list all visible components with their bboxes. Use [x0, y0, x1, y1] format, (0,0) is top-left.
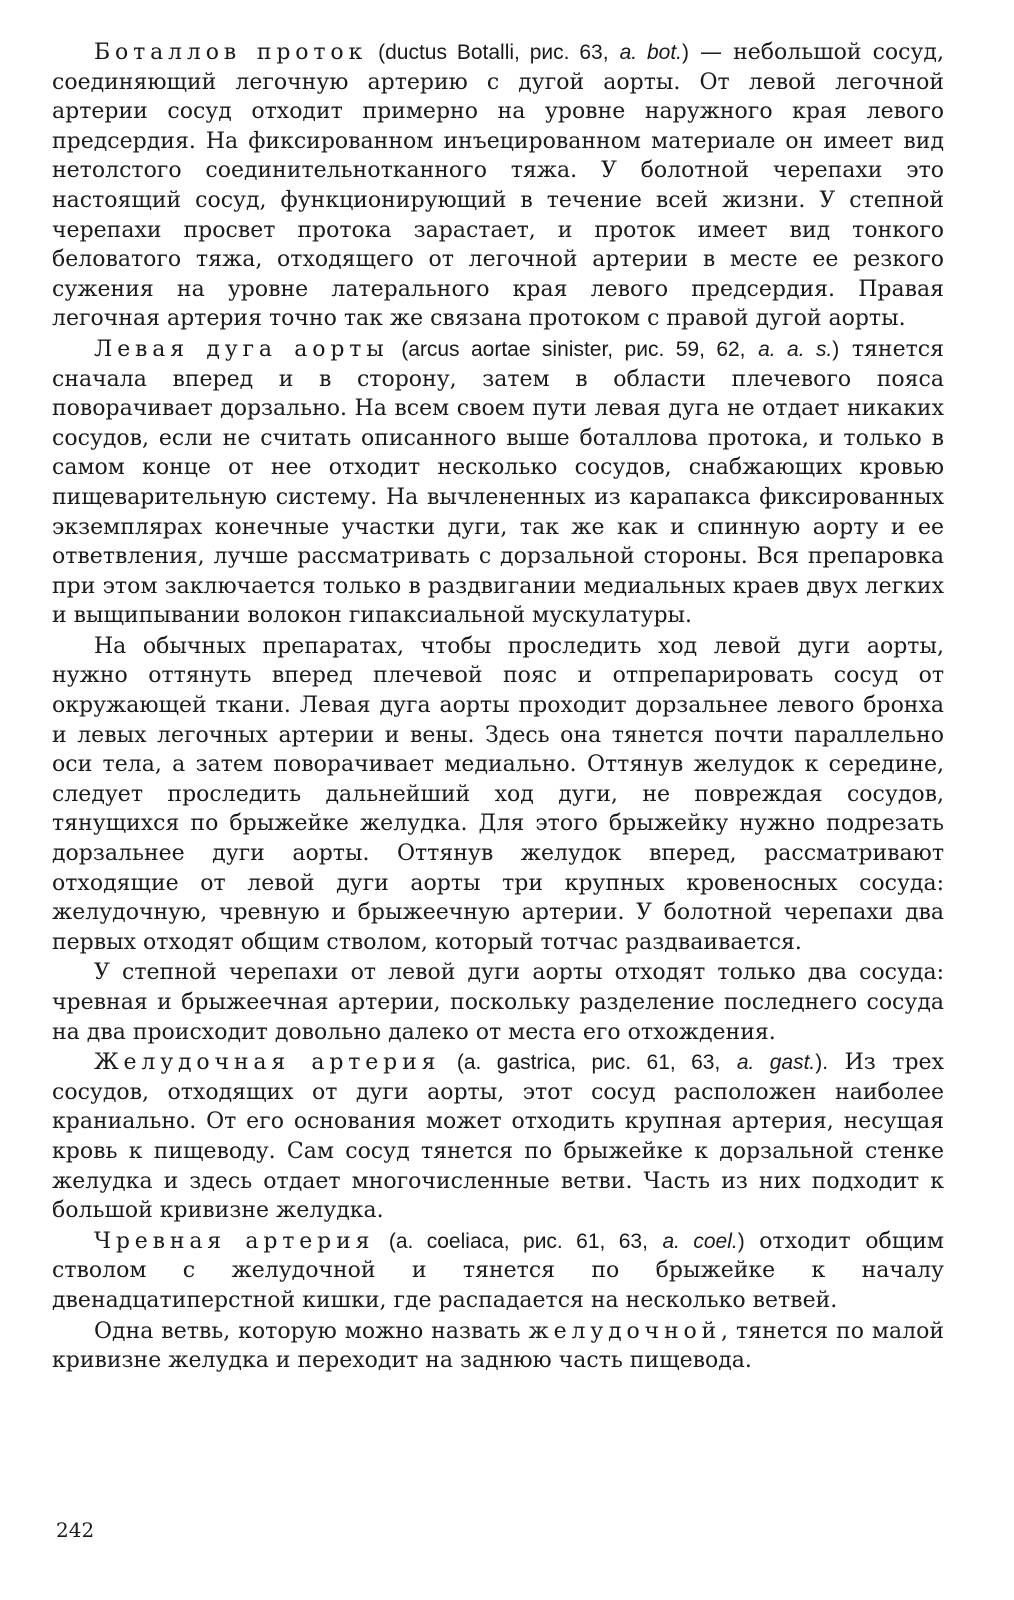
- paragraph-text: На обычных препаратах, чтобы проследить ход левой дуги аорты, нужно оттянуть вперед плечевой пояс и отпрепарировать сосуд от окружающей ткани. Левая дуга аорты проходит дорзальнее левого бронха и левых легочных артерии и вены. Здесь она тянется почти параллельно оси тела, а затем поворачивает медиально. Оттянув желудок к середине, следует проследить дальнейший ход дуги, не повреждая сосудов, тянущихся по брыжейке желудка. Для этого брыжейку нужно подрезать дорзальнее дуги аорты. Оттянув желудок вперед, рассматривают отходящие от левой дуги аорты три крупных кровеносных сосуда: желудочную, чревную и брыжеечную артерии. У болотной черепахи два первых отходят общим стволом, который тотчас раздваивается.: [52, 633, 944, 955]
- latin-reference-close: ): [682, 41, 690, 64]
- spaced-term: Левая дуга аорты: [94, 336, 389, 362]
- paragraph-steppe-tortoise: [52, 958, 944, 1047]
- latin-reference-close: ): [832, 337, 840, 361]
- latin-reference: (a. gastrica, рис. 61, 63,: [456, 1051, 721, 1075]
- latin-reference-close: ).: [815, 1051, 829, 1075]
- paragraph-preparation: [52, 632, 944, 958]
- spaced-term: Чревная артерия: [94, 1228, 375, 1254]
- paragraph-text: тянется сначала вперед и в сторону, затем в области плечевого пояса поворачивает дорзально. На всем своем пути левая дуга не отдает никаких сосудов, если не считать описанного выше боталлова протока, и только в самом конце от нее отходит несколько сосудов, снабжающих кровью пищеварительную систему. На вычлененных из карапакса фиксированных экземплярах конечные участки дуги, так же как и спинную аорту и ее ответвления, лучше рассматривать с дорзальной стороны. Вся препаровка при этом заключается только в раздвигании медиальных краев двух легких и выщипывании волокон гипаксиальной мускулатуры.: [52, 336, 944, 629]
- paragraph-text: отходит общим стволом с желудочной и тянется по брыжейке к началу двенадцатиперстной кишки, где распадается на несколько ветвей.: [52, 1228, 944, 1313]
- spaced-term: желудочной: [528, 1318, 722, 1344]
- latin-reference-close: ): [737, 1229, 745, 1253]
- paragraph-left-aortic-arch: [52, 335, 944, 631]
- paragraph-text: Из трех сосудов, отходящих от дуги аорты, этот сосуд расположен наиболее краниально. От его основания может отходить крупная артерия, несущая кровь к пищеводу. Сам сосуд тянется по брыжейке к дорзальной стенке желудка и здесь отдает многочисленные ветви. Часть из них подходит к большой кривизне желудка.: [52, 1050, 944, 1224]
- latin-reference: (arcus aortae sinister, рис. 59, 62,: [401, 337, 746, 361]
- page-number: 242: [56, 1518, 95, 1542]
- latin-reference: (a. coeliaca, рис. 61, 63,: [388, 1229, 648, 1253]
- paragraph-coeliac-artery: [52, 1227, 944, 1316]
- figure-abbreviation: a. coel.: [662, 1229, 738, 1253]
- figure-abbreviation: a. bot.: [619, 41, 683, 64]
- paragraph-gastric-artery: [52, 1048, 944, 1226]
- paragraph-text: — небольшой сосуд, соединяющий легочную артерию с дугой аорты. От левой легочной артерии сосуд отходит примерно на уровне наружного края левого предсердия. На фиксированном инъецированном материале он имеет вид нетолстого соединительнотканного тяжа. У болотной черепахи это настоящий сосуд, функционирующий в течение всей жизни. У степной черепахи просвет протока зарастает, и проток имеет вид тонкого беловатого тяжа, отходящего от легочной артерии в месте ее резкого сужения на уровне латерального края левого предсердия. Правая легочная артерия точно так же связана протоком с правой дугой аорты.: [52, 40, 944, 332]
- latin-reference: (ductus Botalli, рис. 63,: [378, 41, 609, 64]
- paragraph-gastric-branch: [52, 1317, 944, 1376]
- document-page: [52, 38, 944, 1376]
- spaced-term: Боталлов проток: [94, 40, 368, 65]
- paragraph-text: У степной черепахи от левой дуги аорты отходят только два сосуда: чревная и брыжеечная артерии, поскольку разделение последнего сосуда на два происходит довольно далеко от места его отхождения.: [52, 960, 944, 1045]
- paragraph-text-after: , тянется по малой кривизне желудка и переходит на заднюю часть пищевода.: [52, 1318, 944, 1374]
- paragraph-text: Одна ветвь, которую можно назвать: [94, 1318, 521, 1344]
- paragraph-ductus-botalli: [52, 38, 944, 334]
- spaced-term: Желудочная артерия: [94, 1050, 441, 1076]
- figure-abbreviation: a. a. s.: [758, 337, 833, 361]
- figure-abbreviation: a. gast.: [736, 1051, 816, 1075]
